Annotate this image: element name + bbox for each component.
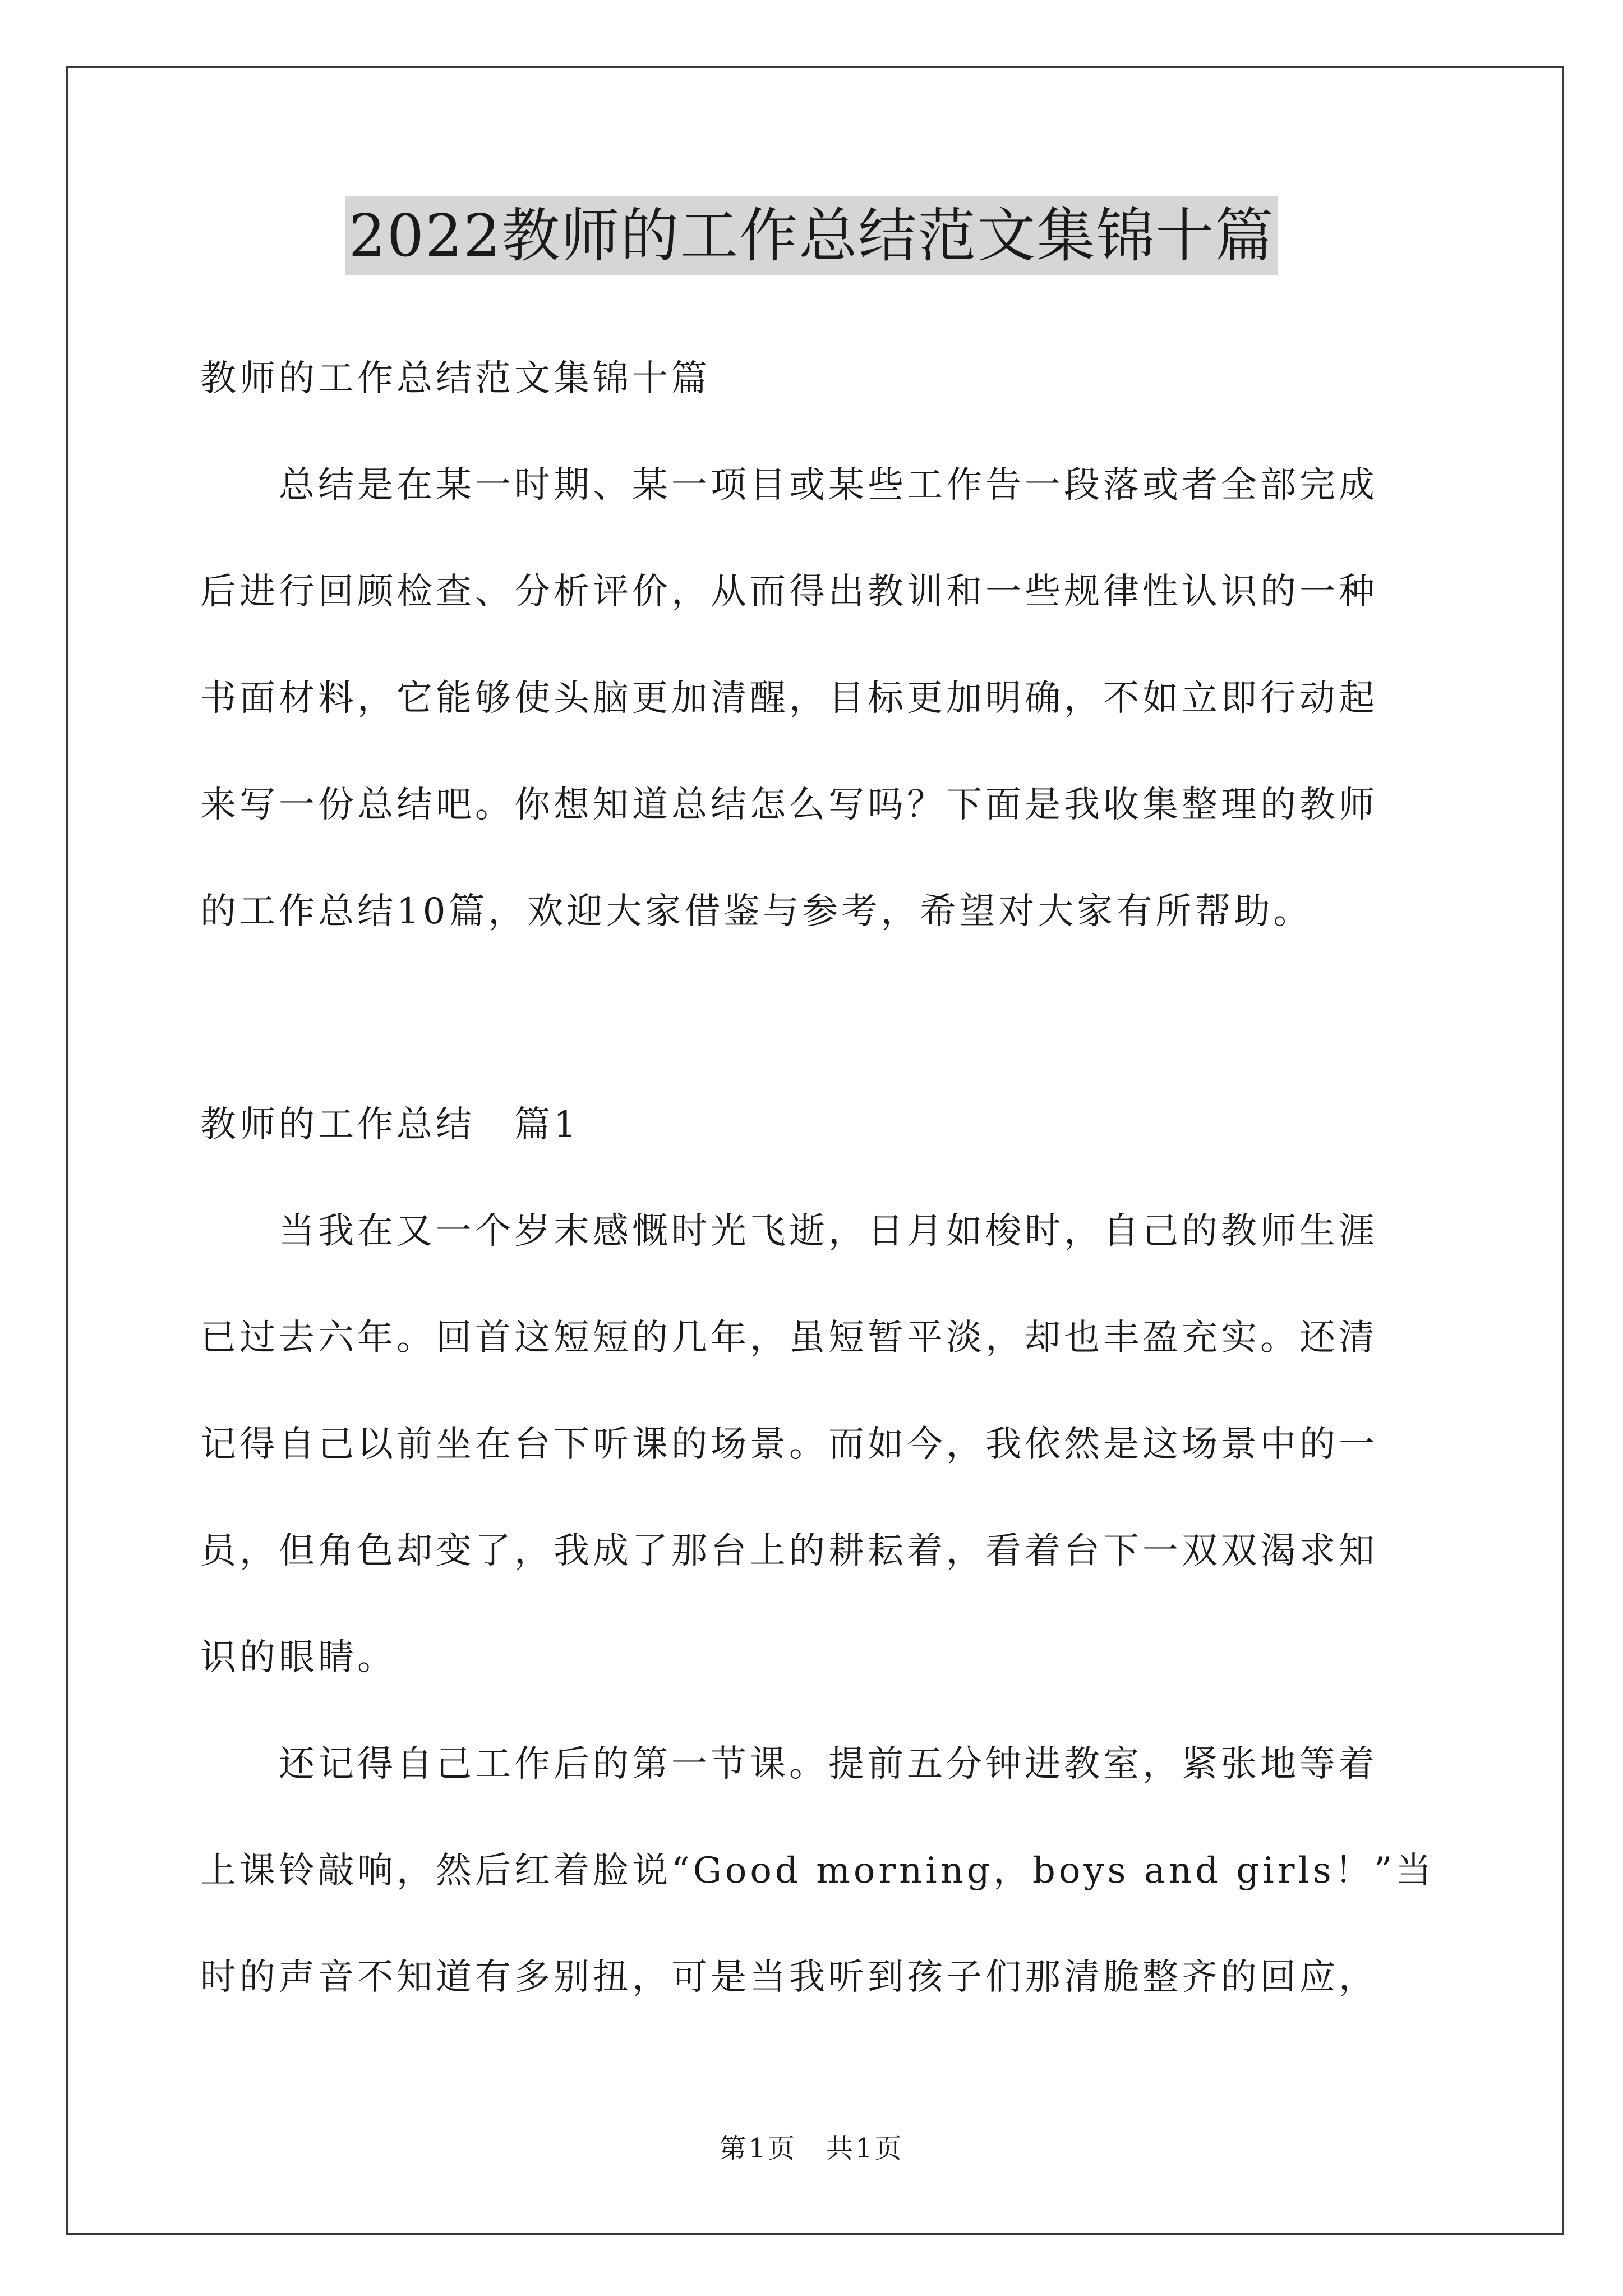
intro-line: 书面材料，它能够使头脑更加清醒，目标更加明确，不如立即行动起 [200,678,1378,719]
paragraph-line: 当我在又一个岁末感慨时光飞逝，日月如梭时，自己的教师生涯 [200,1211,1378,1252]
paragraph-line: 识的眼睛。 [200,1637,396,1678]
document-title-text: 2022教师的工作总结范文集锦十篇 [345,196,1278,275]
page-footer: 第1页 共1页 [719,2133,904,2164]
paragraph-line: 员，但角色却变了，我成了那台上的耕耘着，看着台下一双双渴求知 [200,1530,1378,1572]
section-heading: 教师的工作总结 篇1 [200,1104,580,1145]
paragraph-line: 已过去六年。回首这短短的几年，虽短暂平淡，却也丰盈充实。还清 [200,1317,1378,1359]
intro-line: 来写一份总结吧。你想知道总结怎么写吗？下面是我收集整理的教师 [200,784,1378,826]
paragraph-line: 记得自己以前坐在台下听课的场景。而如今，我依然是这场景中的一 [200,1424,1378,1465]
paragraph-line: 时的声音不知道有多别扭，可是当我听到孩子们那清脆整齐的回应， [200,1957,1378,1998]
paragraph-line: 上课铃敲响，然后红着脸说“Good morning，boys and girls！”当 [200,1850,1435,1892]
intro-line: 后进行回顾检查、分析评价，从而得出教训和一些规律性认识的一种 [200,571,1378,613]
intro-line: 的工作总结10篇，欢迎大家借鉴与参考，希望对大家有所帮助。 [200,891,1313,932]
document-title [0,196,1623,275]
paragraph-line: 还记得自己工作后的第一节课。提前五分钟进教室，紧张地等着 [200,1743,1378,1785]
intro-line: 总结是在某一时期、某一项目或某些工作告一段落或者全部完成 [200,464,1378,506]
document-subtitle: 教师的工作总结范文集锦十篇 [200,358,711,399]
